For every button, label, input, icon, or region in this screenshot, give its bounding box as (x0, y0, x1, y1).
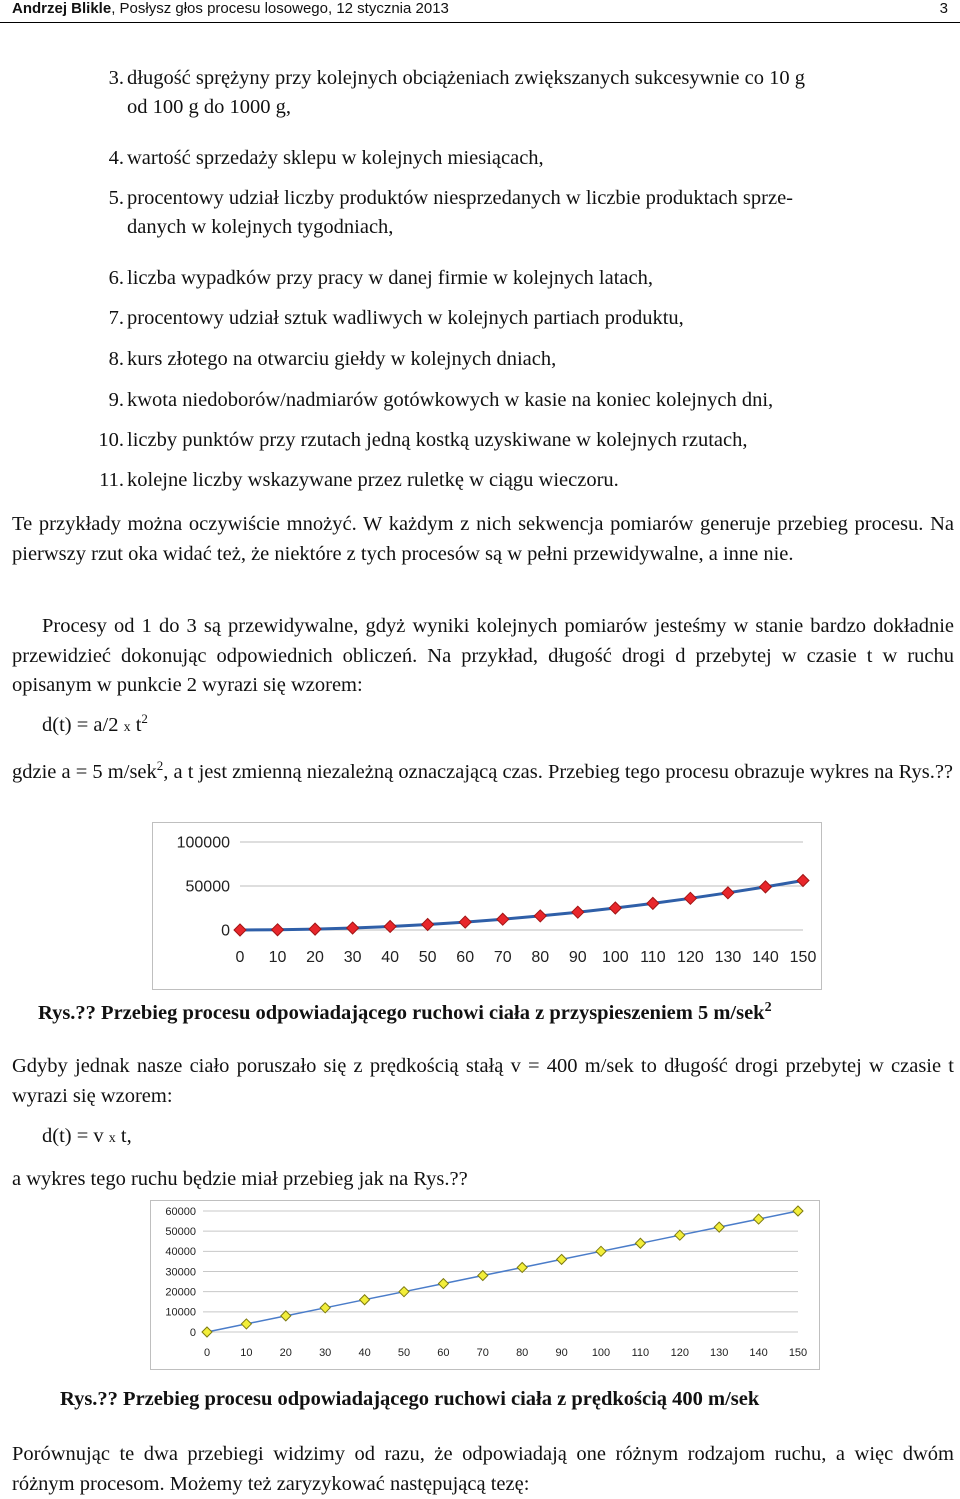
paragraph-constant-speed: Gdyby jednak nasze ciało poruszało się z prędkością stałą v = 400 m/sek to długość drogi przebytej w czasie t wyrazi się wzorem: (12, 1055, 954, 1107)
list-item-text (127, 304, 949, 333)
x-tick-label: 30 (319, 1347, 332, 1359)
list-item-number: 7. (108, 307, 124, 329)
page-header (0, 0, 960, 23)
x-tick-label: 80 (531, 949, 550, 966)
x-tick-label: 140 (749, 1347, 768, 1359)
paragraph-where-a: gdzie a = 5 m/sek$^2$, a t jest zmienną niezależną oznaczającą czas. Przebieg tego procesu obrazuje wykres na Rys.?? (12, 758, 954, 783)
list-item-text (127, 64, 949, 122)
list-item-number: 3. (108, 67, 124, 89)
x-tick-label: 70 (476, 1347, 489, 1359)
list-item-number: 8. (108, 348, 124, 370)
x-tick-label: 140 (752, 949, 779, 966)
list-item-line: wartość sprzedaży sklepu w kolejnych miesiącach, (127, 147, 544, 169)
y-tick-label: 50000 (165, 1226, 196, 1239)
x-tick-label: 40 (381, 949, 400, 966)
list-item-text (127, 466, 949, 495)
list-item-line: kolejne liczby wskazywane przez ruletkę w ciągu wieczoru. (127, 469, 619, 491)
page-number: 3 (939, 0, 948, 17)
x-tick-label: 60 (437, 1347, 450, 1359)
x-tick-label: 100 (601, 949, 629, 966)
y-tick-label: 50000 (185, 878, 230, 896)
list-item-number: 6. (108, 267, 124, 289)
x-tick-label: 150 (788, 1347, 808, 1359)
y-tick-label: 0 (221, 922, 230, 940)
x-tick-label: 20 (279, 1347, 292, 1359)
chart-constant-speed (150, 1200, 820, 1370)
list-item-line: danych w kolejnych tygodniach, (127, 216, 394, 238)
list-item-line: liczba wypadków przy pracy w danej firmie w kolejnych latach, (127, 267, 653, 289)
x-tick-label: 80 (516, 1347, 529, 1359)
paragraph-comparison: Porównując te dwa przebiegi widzimy od razu, że odpowiadają one różnym rodzajom ruchu, a więc dwóm różnym procesom. Możemy też zaryzykować następującą tezę: (12, 1443, 954, 1495)
figure-caption-constant: Rys.?? Przebieg procesu odpowiadającego ruchowi ciała z prędkością 400 m/sek (60, 1388, 760, 1410)
list-item-text (127, 345, 949, 374)
list-item-number: 4. (108, 147, 124, 169)
list-item-line: od 100 g do 1000 g, (127, 96, 291, 118)
x-tick-label: 110 (640, 949, 666, 966)
figure-caption-accelerated: Rys.?? Przebieg procesu odpowiadającego ruchowi ciała z przyspieszeniem 5 m/sek$^2$ (38, 1000, 772, 1024)
x-tick-label: 0 (235, 949, 245, 966)
list-item-number: 10. (98, 429, 124, 451)
x-tick-label: 50 (397, 1347, 411, 1359)
header-title: Andrzej Blikle, Posłysz głos procesu losowego, 12 stycznia 2013 (12, 0, 449, 17)
x-tick-label: 70 (493, 949, 512, 966)
y-tick-label: 30000 (165, 1266, 196, 1279)
list-item-line: procentowy udział liczby produktów niesprzedanych w liczbie produktach sprze- (127, 187, 794, 209)
y-tick-label: 20000 (165, 1286, 196, 1299)
x-tick-label: 130 (710, 1347, 729, 1359)
list-item-line: długość sprężyny przy kolejnych obciążeniach zwiększanych sukcesywnie co 10 g (127, 67, 805, 89)
x-tick-label: 10 (268, 949, 287, 966)
y-tick-label: 100000 (176, 834, 230, 852)
x-tick-label: 0 (203, 1347, 211, 1359)
x-tick-label: 60 (456, 949, 475, 966)
x-tick-label: 10 (240, 1347, 253, 1359)
chart-accelerated-motion (152, 822, 822, 990)
x-tick-label: 50 (418, 949, 437, 966)
list-item-line: liczby punktów przy rzutach jedną kostką uzyskiwane w kolejnych rzutach, (127, 429, 748, 451)
x-tick-label: 90 (568, 949, 587, 966)
x-tick-label: 20 (306, 949, 324, 966)
list-item-number: 9. (108, 389, 124, 411)
y-tick-label: 60000 (165, 1205, 196, 1218)
list-item-number: 11. (99, 469, 124, 491)
list-item-text (127, 386, 949, 415)
y-tick-label: 10000 (165, 1306, 196, 1319)
list-item-text (127, 264, 949, 293)
x-tick-label: 30 (343, 949, 362, 966)
x-tick-label: 130 (714, 949, 742, 966)
list-item-text (127, 426, 949, 455)
paragraph-chart-ref: a wykres tego ruchu będzie miał przebieg jak na Rys.?? (12, 1168, 468, 1190)
x-tick-label: 100 (591, 1347, 611, 1359)
x-tick-label: 120 (677, 949, 704, 966)
list-item-line: kurs złotego na otwarciu giełdy w kolejnych dniach, (127, 348, 557, 370)
list-item-line: kwota niedoborów/nadmiarów gotówkowych w kasie na koniec kolejnych dni, (127, 389, 774, 411)
list-item-line: procentowy udział sztuk wadliwych w kolejnych partiach produktu, (127, 307, 684, 329)
x-tick-label: 120 (670, 1347, 689, 1359)
x-tick-label: 90 (555, 1347, 568, 1359)
x-tick-label: 110 (631, 1347, 650, 1359)
list-item-text (127, 184, 949, 242)
list-item-number: 5. (108, 187, 124, 209)
x-tick-label: 40 (358, 1347, 371, 1359)
formula-constant: d(t) = v x t, (42, 1125, 132, 1147)
y-tick-label: 0 (189, 1326, 196, 1339)
formula-accelerated: d(t) = a/2 x $t^2$ (42, 711, 148, 736)
x-tick-label: 150 (789, 949, 817, 966)
y-tick-label: 40000 (165, 1246, 196, 1259)
paragraph-examples: Te przykłady można oczywiście mnożyć. W każdym z nich sekwencja pomiarów generuje przebieg procesu. Na pierwszy rzut oka widać też, że niektóre z tych procesów są w pełni przewidywalne, a inne nie. (12, 513, 954, 565)
list-item-text (127, 144, 949, 173)
paragraph-predictable: Procesy od 1 do 3 są przewidywalne, gdyż wyniki kolejnych pomiarów jesteśmy w stanie bardzo dokładnie przewidzieć dokonując odpowiednich obliczeń. Na przykład, długość drogi d przebytej w czasie t w ruchu opisanym w punkcie 2 wyrazi się wzorem: (12, 615, 954, 696)
